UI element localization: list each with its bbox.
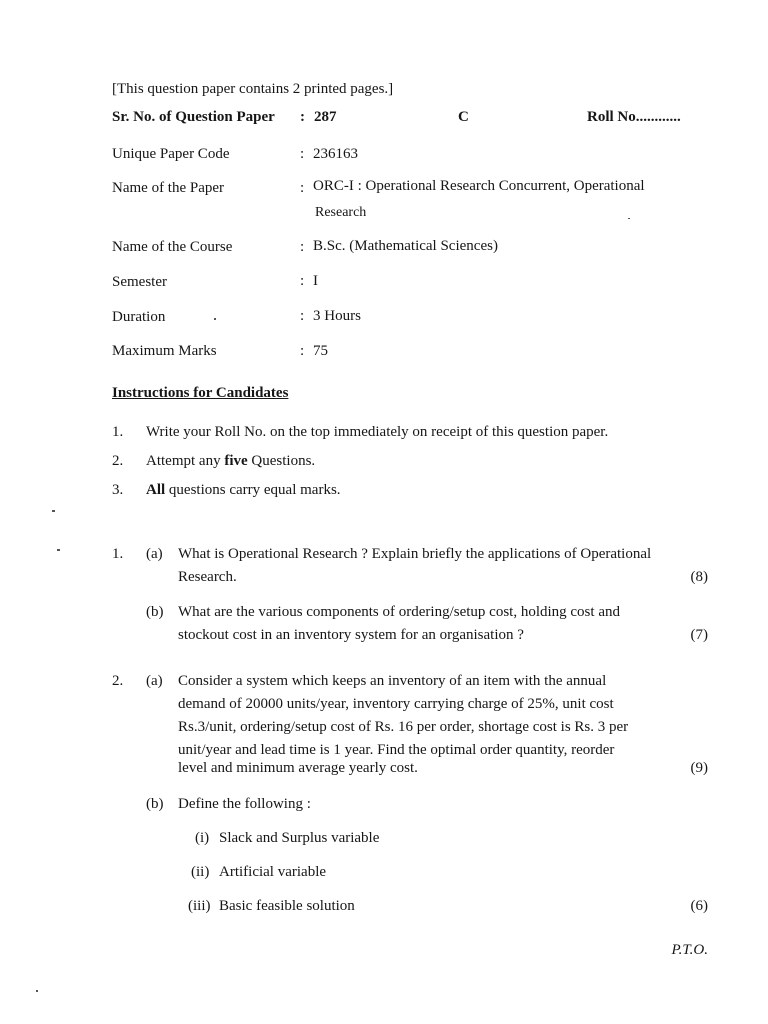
question-2-number: 2. (112, 673, 124, 689)
instruction-2-text-before: Attempt any (146, 453, 225, 469)
scan-speck (628, 218, 630, 219)
scan-speck (52, 510, 55, 512)
instructions-title: Instructions for Candidates (112, 385, 289, 401)
question-2a-label: (a) (146, 673, 163, 689)
question-1b-label: (b) (146, 604, 164, 620)
question-1a-marks: (8) (690, 569, 708, 585)
question-2b-sub-ii-label: (ii) (191, 864, 210, 880)
semester-label: Semester (112, 274, 167, 290)
sr-no-label: Sr. No. of Question Paper (112, 109, 275, 125)
question-2b-label: (b) (146, 796, 164, 812)
question-2b-sub-i-label: (i) (195, 830, 210, 846)
course-label: Name of the Course (112, 239, 233, 255)
course-colon: : (300, 239, 305, 255)
paper-name-label: Name of the Paper (112, 180, 225, 196)
scan-speck (57, 549, 60, 551)
instruction-2-text-bold: five (224, 453, 248, 469)
instruction-2-text (146, 450, 315, 473)
question-1-number: 1. (112, 546, 124, 562)
paper-code-label: Unique Paper Code (112, 146, 230, 162)
question-2b-line1: Define the following : (178, 796, 311, 812)
semester-colon: : (300, 273, 305, 289)
question-1a-label: (a) (146, 546, 163, 562)
pto-note: P.T.O. (671, 942, 708, 958)
instruction-1-text: Write your Roll No. on the top immediately on receipt of this question paper. (146, 424, 609, 440)
instruction-2-number: 2. (112, 453, 124, 469)
sr-no-colon: : (300, 109, 305, 125)
instruction-1-number: 1. (112, 424, 124, 440)
paper-name-value-line2: Research (315, 205, 367, 220)
instruction-3-text-after: questions carry equal marks. (165, 482, 341, 498)
question-1b-line2: stockout cost in an inventory system for an organisation ? (178, 627, 524, 643)
sr-no-value: 287 (314, 109, 337, 125)
course-value: B.Sc. (Mathematical Sciences) (313, 238, 498, 254)
roll-no-label: Roll No............ (587, 109, 681, 125)
question-2b-sub-i-text: Slack and Surplus variable (219, 830, 380, 846)
question-2a-line5: level and minimum average yearly cost. (178, 760, 418, 776)
question-2b-sub-iii-label: (iii) (188, 898, 211, 914)
scan-speck (214, 318, 216, 320)
question-2b-sub-ii-text: Artificial variable (219, 864, 327, 880)
duration-colon: : (300, 308, 305, 324)
max-marks-label: Maximum Marks (112, 343, 217, 359)
paper-code-value: 236163 (313, 146, 358, 162)
page-count-note: [This question paper contains 2 printed pages.] (112, 81, 394, 97)
question-2a-line1: Consider a system which keeps an inventory of an item with the annual (178, 673, 607, 689)
instruction-3-text-bold: All (146, 482, 166, 498)
question-2a-line4: unit/year and lead time is 1 year. Find the optimal order quantity, reorder (178, 742, 615, 758)
question-1a-line1: What is Operational Research ? Explain briefly the applications of Operational (178, 546, 652, 562)
semester-value: I (313, 273, 318, 289)
max-marks-value: 75 (313, 343, 328, 359)
question-1b-marks: (7) (690, 627, 708, 643)
instruction-3-number: 3. (112, 482, 124, 498)
max-marks-colon: : (300, 343, 305, 359)
question-2a-marks: (9) (690, 760, 708, 776)
duration-value: 3 Hours (313, 308, 361, 324)
question-2b-sub-iii-text: Basic feasible solution (219, 898, 355, 914)
question-2a-line2: demand of 20000 units/year, inventory carrying charge of 25%, unit cost (178, 696, 614, 712)
instruction-3-text (146, 479, 341, 502)
set-code: C (458, 109, 469, 125)
scan-speck (36, 990, 38, 992)
instruction-2-text-after: Questions. (247, 453, 316, 469)
paper-code-colon: : (300, 146, 305, 162)
question-1a-line2: Research. (178, 569, 237, 585)
question-2a-line3: Rs.3/unit, ordering/setup cost of Rs. 16 per order, shortage cost is Rs. 3 per (178, 719, 629, 735)
question-2b-marks: (6) (690, 898, 708, 914)
paper-name-colon: : (300, 180, 305, 196)
duration-label: Duration (112, 309, 166, 325)
paper-name-value-line1: ORC-I : Operational Research Concurrent, Operational (313, 178, 645, 194)
question-1b-line1: What are the various components of ordering/setup cost, holding cost and (178, 604, 620, 620)
